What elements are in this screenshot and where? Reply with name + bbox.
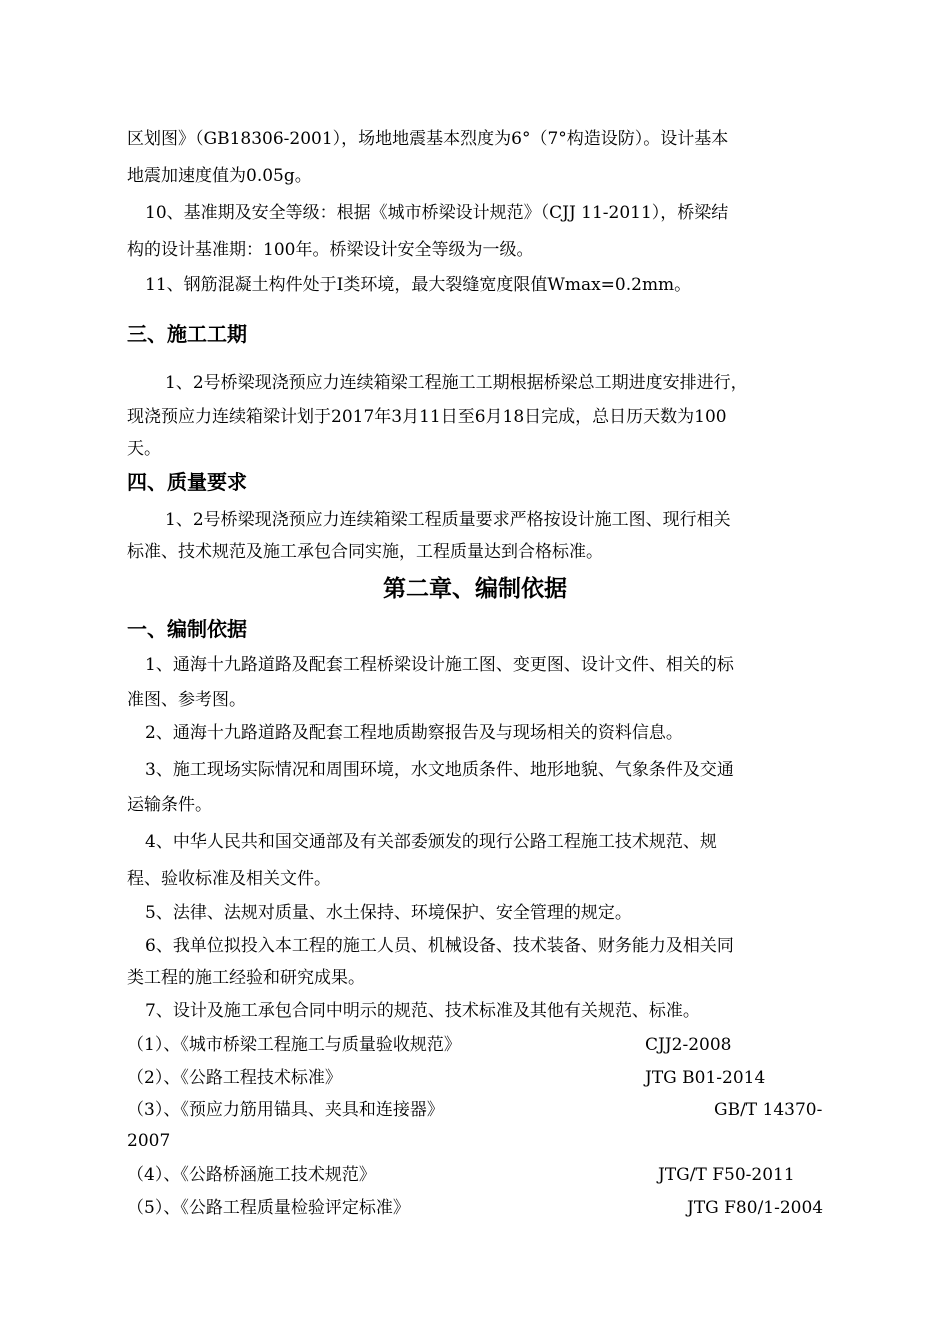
basis-item-3-line-1: 3、施工现场实际情况和周围环境，水文地质条件、地形地貌、气象条件及交通 [145,760,734,780]
standard-title: （2）、《公路工程技术标准》 [127,1068,342,1088]
section-four-line-1: 1、2号桥梁现浇预应力连续箱梁工程质量要求严格按设计施工图、现行相关 [165,510,731,530]
standard-code: JTG/T F50-2011 [658,1165,795,1185]
section-three-line-1: 1、2号桥梁现浇预应力连续箱梁工程施工工期根据桥梁总工期进度安排进行， [165,373,748,393]
basis-item-1-line-2: 准图、参考图。 [127,690,246,710]
basis-item-6-line-2: 类工程的施工经验和研究成果。 [127,968,365,988]
basis-section-heading: 一、编制依据 [127,617,247,641]
basis-item-3-line-2: 运输条件。 [127,795,212,815]
basis-item-7: 7、设计及施工承包合同中明示的规范、技术标准及其他有关规范、标准。 [145,1001,700,1021]
paragraph-seismic-line-2: 地震加速度值为0.05g。 [127,166,312,186]
standard-code: JTG F80/1-2004 [687,1198,824,1218]
standard-code: GB/T 14370- [714,1100,823,1120]
basis-item-1-line-1: 1、通海十九路道路及配套工程桥梁设计施工图、变更图、设计文件、相关的标 [145,655,734,675]
section-four-heading: 四、质量要求 [127,470,247,494]
section-three-heading: 三、施工工期 [127,322,247,346]
basis-item-4-line-1: 4、中华人民共和国交通部及有关部委颁发的现行公路工程施工技术规范、规 [145,832,717,852]
item-10-line-2: 构的设计基准期：100年。桥梁设计安全等级为一级。 [127,240,534,260]
section-three-line-2: 现浇预应力连续箱梁计划于2017年3月11日至6月18日完成，总日历天数为100 [127,407,727,427]
standard-title: （4）、《公路桥涵施工技术规范》 [127,1165,376,1185]
standard-title: （1）、《城市桥梁工程施工与质量验收规范》 [127,1035,461,1055]
standard-code-continuation: 2007 [127,1131,171,1151]
item-11: 11、钢筋混凝土构件处于Ⅰ类环境，最大裂缝宽度限值Wmax=0.2mm。 [145,275,692,295]
paragraph-seismic-line-1: 区划图》（GB18306-2001），场地地震基本烈度为6°（7°构造设防）。设计基本 [127,129,729,149]
item-10-line-1: 10、基准期及安全等级：根据《城市桥梁设计规范》（CJJ 11-2011），桥梁结 [145,203,729,223]
standard-code: JTG B01-2014 [645,1068,766,1088]
basis-item-5: 5、法律、法规对质量、水土保持、环境保护、安全管理的规定。 [145,903,632,923]
basis-item-4-line-2: 程、验收标准及相关文件。 [127,869,331,889]
basis-item-6-line-1: 6、我单位拟投入本工程的施工人员、机械设备、技术装备、财务能力及相关同 [145,936,734,956]
basis-item-2: 2、通海十九路道路及配套工程地质勘察报告及与现场相关的资料信息。 [145,723,683,743]
standard-title: （3）、《预应力筋用锚具、夹具和连接器》 [127,1100,444,1120]
section-four-line-2: 标准、技术规范及施工承包合同实施，工程质量达到合格标准。 [127,542,603,562]
standard-title: （5）、《公路工程质量检验评定标准》 [127,1198,410,1218]
chapter-two-title: 第二章、编制依据 [383,576,567,602]
standard-code: CJJ2-2008 [645,1035,732,1055]
section-three-line-3: 天。 [127,439,161,459]
